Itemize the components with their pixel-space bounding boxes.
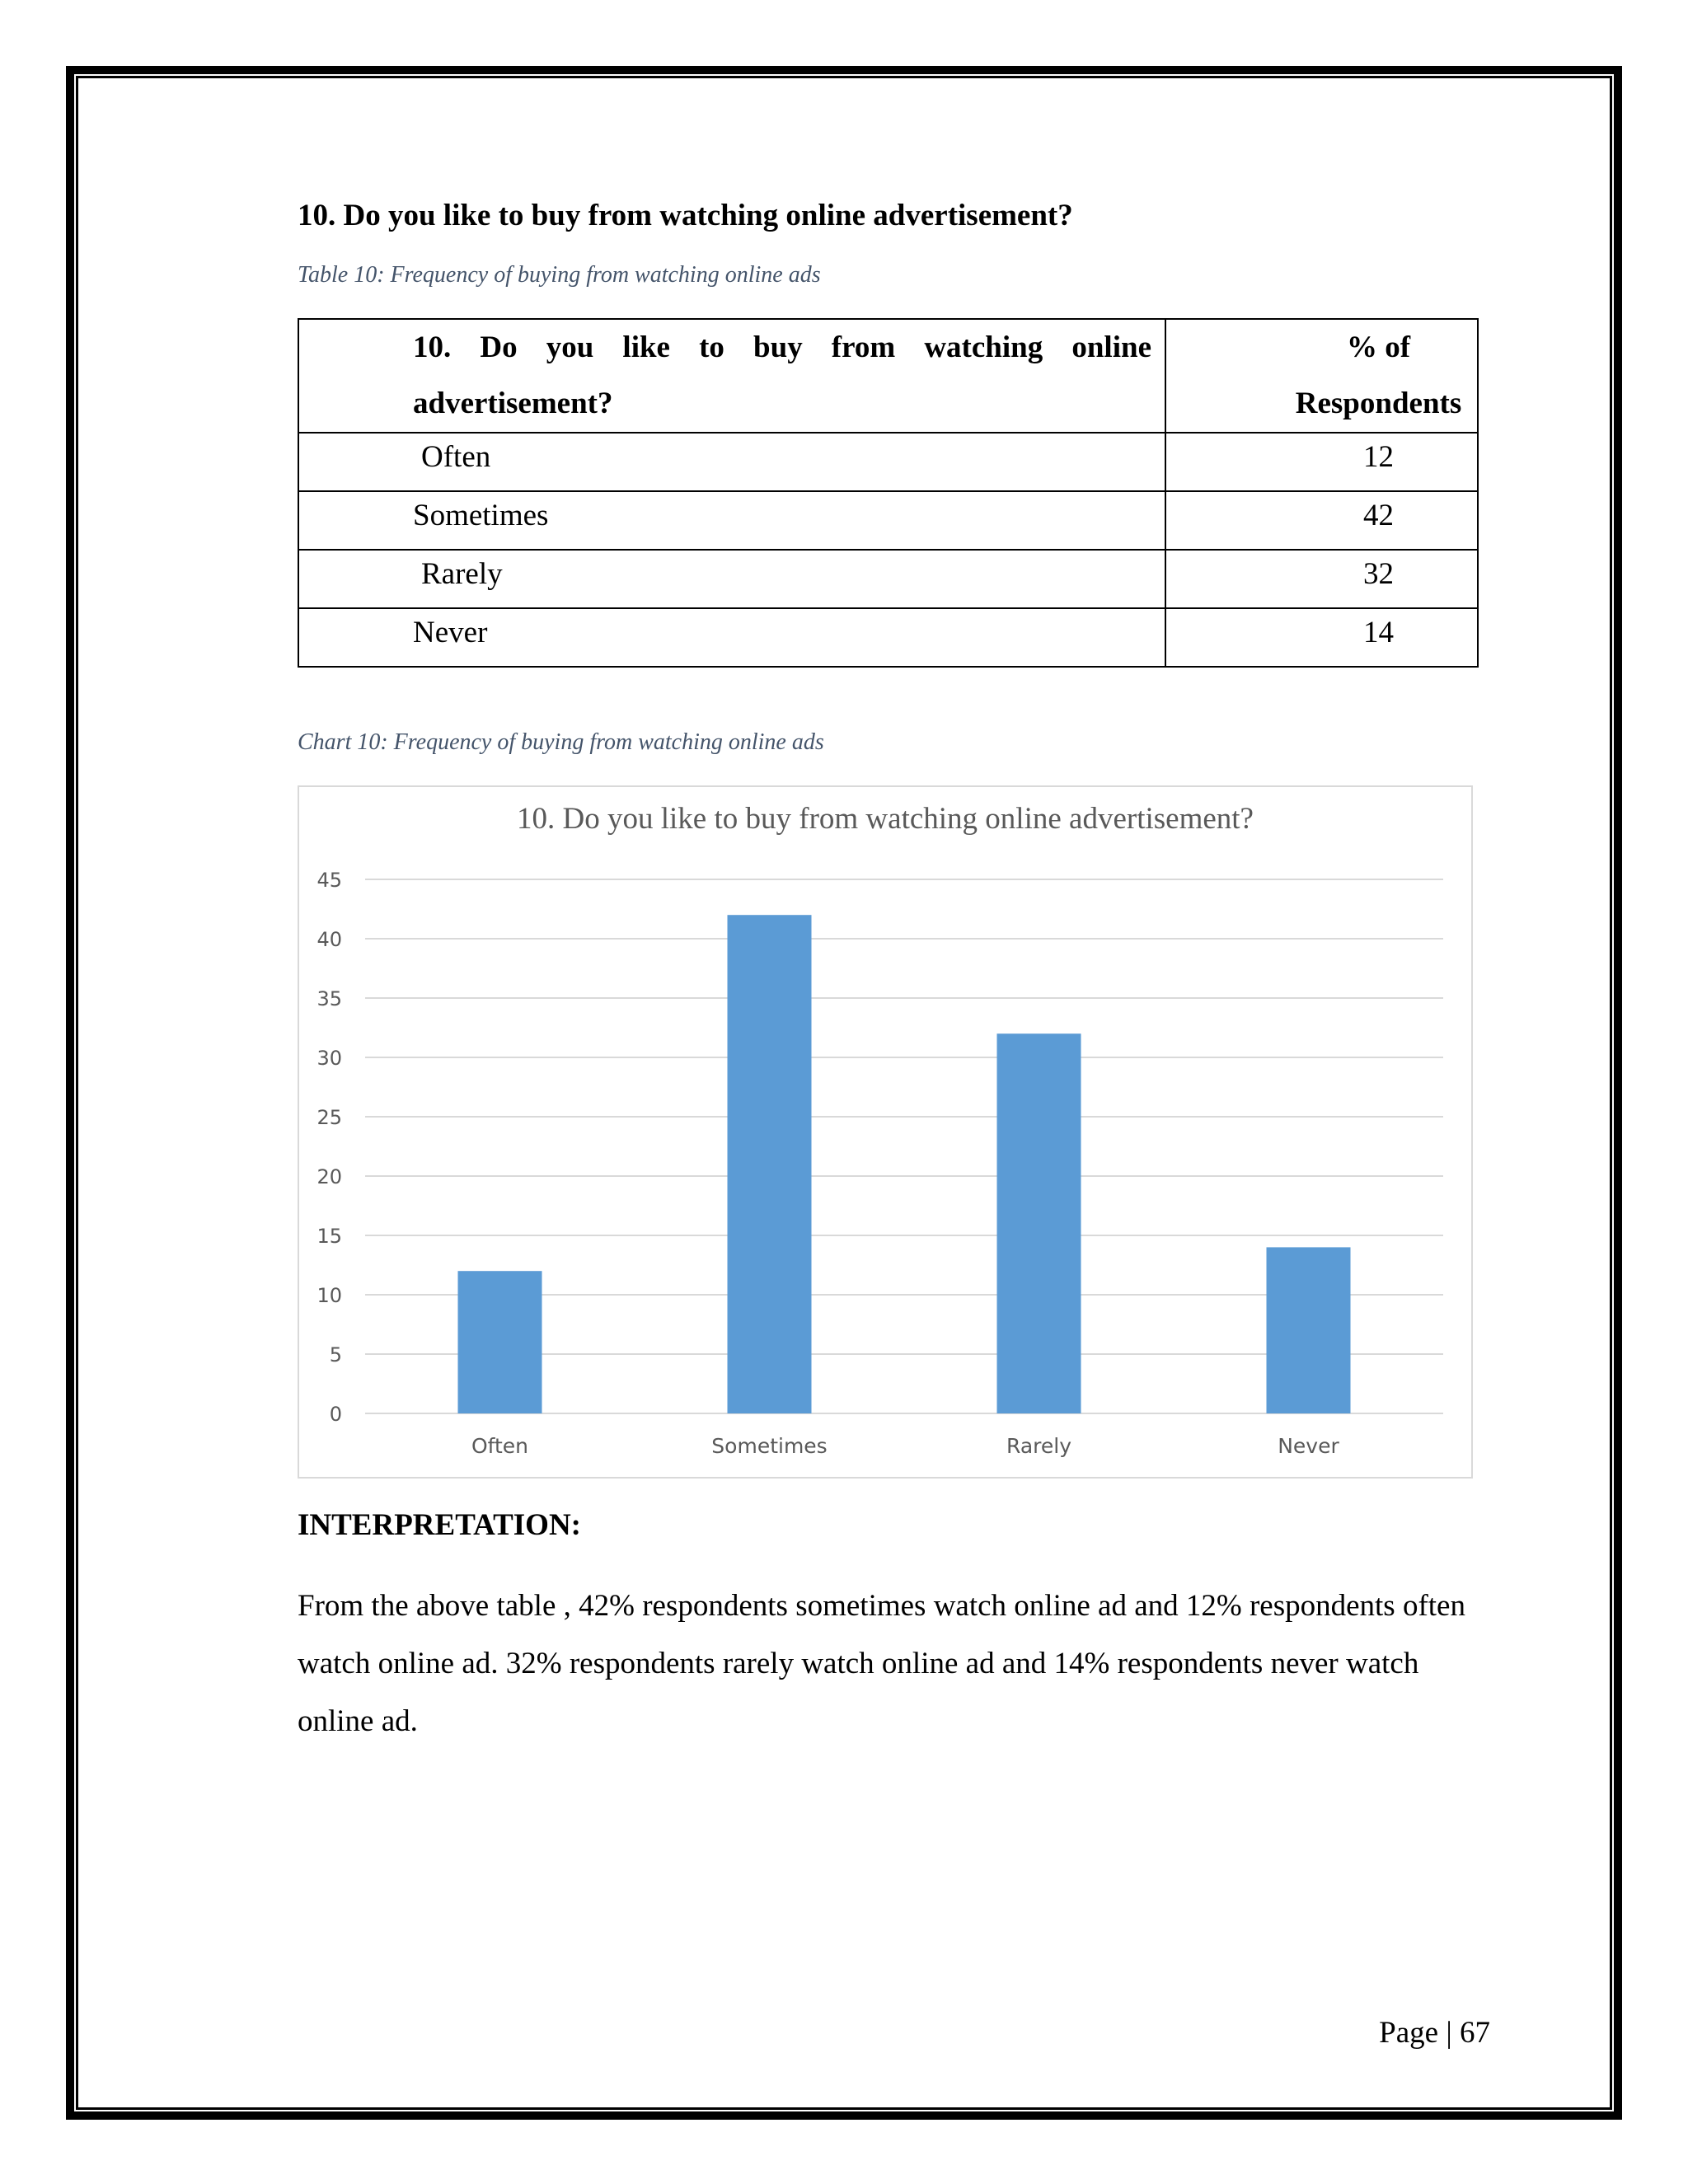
table-cell-option: Rarely — [298, 550, 1165, 608]
table-row — [298, 433, 1478, 491]
bar-often — [458, 1271, 542, 1413]
y-tick-label: 5 — [329, 1343, 342, 1366]
bar-never — [1267, 1247, 1351, 1413]
table-cell-value: 14 — [1165, 608, 1478, 667]
bar-sometimes — [728, 915, 812, 1413]
table-cell-value: 42 — [1165, 491, 1478, 550]
y-tick-label: 20 — [316, 1165, 342, 1188]
x-category-label: Never — [1278, 1434, 1339, 1458]
y-tick-label: 30 — [316, 1047, 342, 1070]
table-cell-option: Never — [298, 608, 1165, 667]
x-category-label: Sometimes — [711, 1434, 828, 1458]
table-cell-option: Sometimes — [298, 491, 1165, 550]
table-caption: Table 10: Frequency of buying from watching online ads — [298, 262, 821, 288]
page-number: Page | 67 — [1379, 2016, 1490, 2050]
bar-rarely — [997, 1033, 1081, 1413]
question-heading: 10. Do you like to buy from watching online advertisement? — [298, 199, 1073, 232]
chart-title: 10. Do you like to buy from watching online advertisement? — [517, 802, 1254, 836]
table-header-row — [298, 319, 1478, 433]
table-header-question: 10. Do you like to buy from watching online advertisement? — [298, 319, 1165, 433]
chart-bars — [458, 915, 1351, 1413]
table-cell-value: 32 — [1165, 550, 1478, 608]
interpretation-title: INTERPRETATION: — [298, 1508, 582, 1542]
table-row — [298, 491, 1478, 550]
table-header-percent: % of Respondents — [1165, 319, 1478, 433]
y-tick-label: 10 — [316, 1284, 342, 1307]
bar-chart — [298, 785, 1473, 1479]
table-row — [298, 550, 1478, 608]
y-tick-label: 45 — [316, 869, 342, 892]
chart-caption: Chart 10: Frequency of buying from watching online ads — [298, 729, 824, 755]
table-row — [298, 608, 1478, 667]
y-tick-label: 15 — [316, 1225, 342, 1248]
bar-chart-svg — [299, 787, 1471, 1477]
x-category-label: Rarely — [1006, 1434, 1071, 1458]
y-tick-label: 40 — [316, 928, 342, 951]
interpretation-text: From the above table , 42% respondents sometimes watch online ad and 12% respondents often watch online ad. 32% respondents rarely watch online ad and 14% respondents never watch online ad. — [298, 1589, 1465, 1738]
y-tick-label: 0 — [329, 1403, 342, 1426]
y-tick-label: 25 — [316, 1106, 342, 1129]
table-cell-value: 12 — [1165, 433, 1478, 491]
x-category-label: Often — [471, 1434, 529, 1458]
table-cell-option: Often — [298, 433, 1165, 491]
frequency-table — [298, 318, 1479, 668]
y-tick-label: 35 — [316, 987, 342, 1010]
